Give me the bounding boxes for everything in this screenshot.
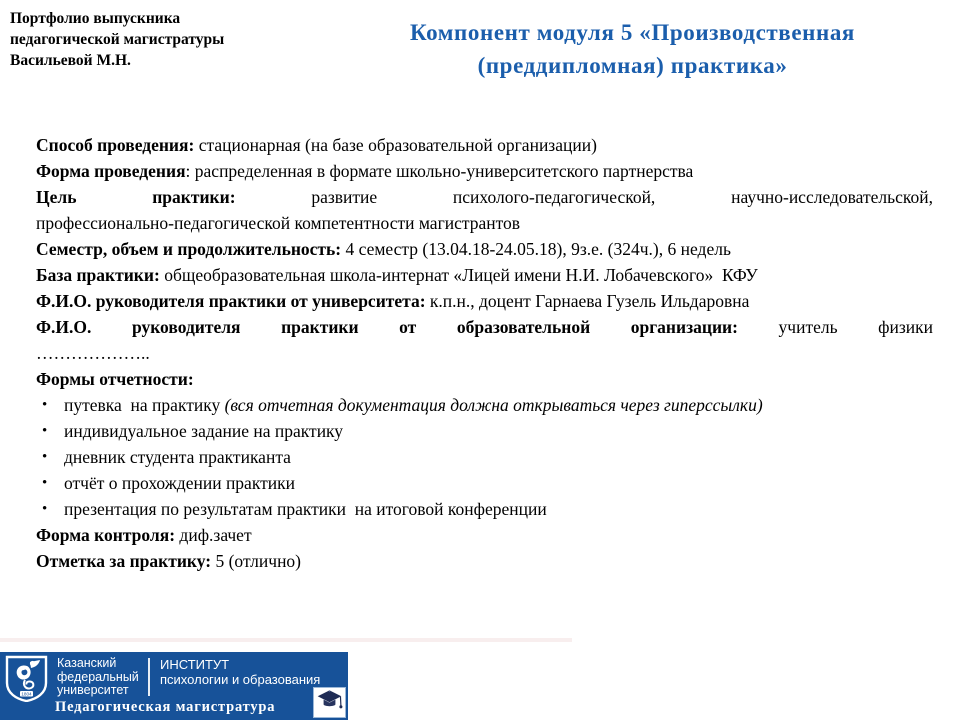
text-segment: стационарная (на базе образовательной организации): [194, 135, 597, 155]
text-segment: Семестр, объем и продолжительность:: [36, 239, 342, 259]
text-segment: общеобразовательная школа-интернат «Лицей имени Н.И. Лобачевского» КФУ: [159, 265, 758, 285]
university-line: университет: [57, 683, 129, 697]
bullet-icon: •: [42, 501, 48, 517]
institute-line: психологии и образования: [160, 672, 321, 687]
text-segment: индивидуальное задание на практику: [64, 421, 344, 441]
text-segment: профессионально-педагогической компетентности магистрантов: [36, 213, 521, 233]
text-segment: ………………..: [36, 343, 150, 363]
text-segment: учитель физики: [737, 317, 933, 337]
body-line: [36, 366, 933, 392]
banner-divider: [148, 658, 150, 696]
graduation-cap-badge: [313, 687, 346, 718]
text-segment: путевка на практику: [64, 395, 225, 415]
page-title: [315, 16, 950, 82]
text-segment: Ф.И.О. руководителя практики от университета:: [36, 291, 426, 311]
portfolio-line: Портфолио выпускника: [10, 10, 181, 27]
body-line: [36, 314, 933, 340]
text-segment: диф.зачет: [175, 525, 252, 545]
body-line: [36, 236, 933, 262]
university-line: Казанский: [57, 656, 117, 670]
body-line: [36, 158, 933, 184]
kfu-banner: [0, 652, 348, 720]
body-line: [36, 548, 933, 574]
text-segment: Формы отчетности:: [36, 369, 194, 389]
svg-text:1804: 1804: [21, 691, 32, 697]
university-name: [57, 657, 139, 698]
text-segment: База практики:: [36, 265, 160, 285]
bullet-item: [36, 392, 933, 418]
institute-line: ИНСТИТУТ: [160, 657, 230, 672]
decorative-strip: [0, 638, 572, 642]
body-line: [36, 132, 933, 158]
institute-name: [160, 657, 320, 687]
body-line: [36, 522, 933, 548]
text-segment: презентация по результатам практики на итоговой конференции: [64, 499, 547, 519]
text-segment: развитие психолого-педагогической, научно-исследовательской,: [235, 187, 933, 207]
text-segment: Форма проведения: [36, 161, 186, 181]
text-segment: Способ проведения:: [36, 135, 195, 155]
bullet-item: [36, 470, 933, 496]
body-content: [36, 132, 933, 574]
text-segment: Отметка за практику:: [36, 551, 212, 571]
bullet-icon: •: [42, 423, 48, 439]
bullet-item: [36, 496, 933, 522]
portfolio-line: Васильевой М.Н.: [10, 52, 131, 69]
text-segment: Ф.И.О. руководителя практики от образовательной организации:: [36, 317, 738, 337]
body-line: [36, 262, 933, 288]
bullet-item: [36, 418, 933, 444]
body-line: [36, 210, 933, 236]
portfolio-line: педагогической магистратуры: [10, 31, 225, 48]
graduation-cap-icon: [315, 687, 344, 719]
program-name: Педагогическая магистратура: [55, 699, 276, 715]
text-segment: (вся отчетная документация должна открываться через гиперссылки): [224, 395, 763, 415]
text-segment: отчёт о прохождении практики: [64, 473, 295, 493]
page-title-line1: Компонент модуля 5 «Производственная: [410, 20, 855, 45]
text-segment: Цель практики:: [36, 187, 236, 207]
body-line: [36, 184, 933, 210]
bullet-icon: •: [42, 449, 48, 465]
body-line: [36, 340, 933, 366]
kfu-shield-icon: [5, 655, 48, 702]
portfolio-header: [10, 8, 300, 71]
text-segment: 5 (отлично): [211, 551, 302, 571]
bullet-item: [36, 444, 933, 470]
text-segment: : распределенная в формате школьно-университетского партнерства: [185, 161, 694, 181]
bullet-icon: •: [42, 475, 48, 491]
text-segment: к.п.н., доцент Гарнаева Гузель Ильдаровна: [425, 291, 750, 311]
body-line: [36, 288, 933, 314]
bullet-icon: •: [42, 397, 48, 413]
text-segment: дневник студента практиканта: [64, 447, 291, 467]
text-segment: 4 семестр (13.04.18-24.05.18), 9з.е. (324ч.), 6 недель: [341, 239, 731, 259]
text-segment: Форма контроля:: [36, 525, 176, 545]
university-line: федеральный: [57, 669, 139, 684]
page-title-line2: (преддипломная) практика»: [477, 53, 788, 78]
